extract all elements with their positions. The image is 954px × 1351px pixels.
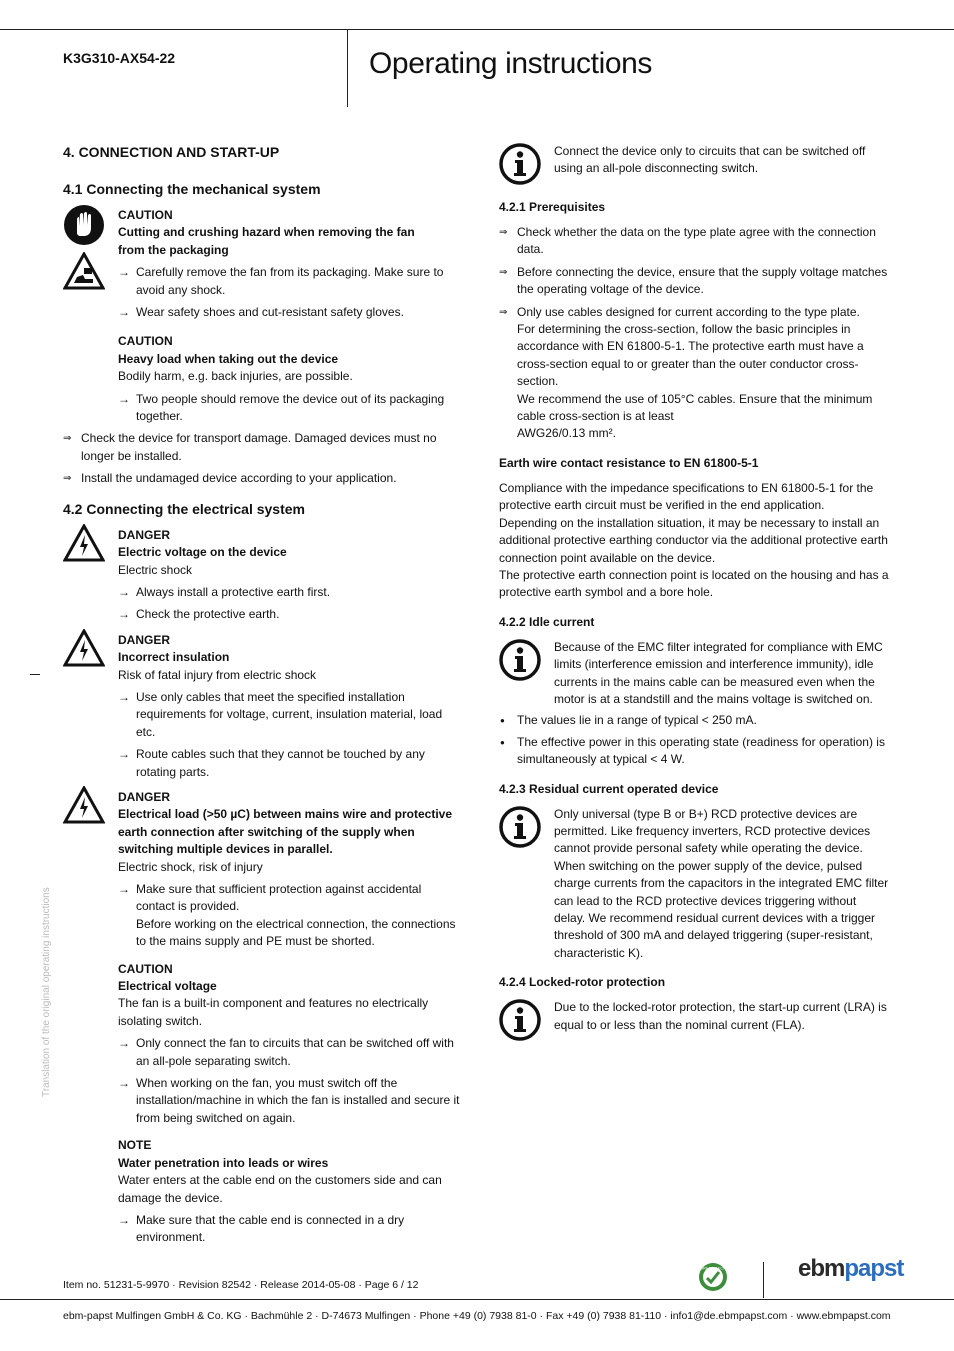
warning-label: DANGER bbox=[118, 632, 171, 647]
top-rule bbox=[0, 29, 954, 30]
warning-text: Electric shock, risk of injury bbox=[118, 859, 263, 874]
brand-papst: papst bbox=[844, 1255, 904, 1282]
model-number: K3G310-AX54-22 bbox=[63, 50, 176, 66]
warning-text: Bodily harm, e.g. back injuries, are possible. bbox=[118, 369, 353, 384]
footer-divider bbox=[763, 1262, 764, 1298]
high-voltage-icon bbox=[63, 629, 105, 667]
danger-block bbox=[63, 527, 463, 624]
info-text: Because of the EMC filter integrated for compliance with EMC limits (interference emission and interference immunity), idle currents in the mains cable can be measured even when the motor is at a standstill and the mains voltage is switched on. bbox=[554, 639, 883, 706]
warning-label: CAUTION bbox=[118, 208, 173, 222]
info-icon bbox=[499, 143, 541, 185]
warning-headline: Incorrect insulation bbox=[118, 650, 230, 665]
warning-headline: Electrical voltage bbox=[118, 979, 217, 994]
instruction: → Carefully remove the fan from its packaging. Make sure to avoid any shock. bbox=[118, 264, 463, 299]
instruction: → Route cables such that they cannot be touched by any rotating parts. bbox=[118, 746, 463, 781]
instruction-continued: Before working on the electrical connection, the connections to the mains supply and PE must be shorted. bbox=[136, 916, 456, 949]
subsection-heading: 4.2.3 Residual current operated device bbox=[499, 781, 719, 796]
instruction: → Make sure that the cable end is connected in a dry environment. bbox=[118, 1212, 463, 1247]
info-icon bbox=[499, 639, 541, 681]
instruction: → Check the protective earth. bbox=[118, 606, 463, 623]
subsection-heading: 4.2.1 Prerequisites bbox=[499, 200, 606, 214]
side-note: Translation of the original operating instructions bbox=[41, 887, 52, 1097]
warning-label: DANGER bbox=[118, 789, 171, 804]
subsection-heading: 4.2 Connecting the electrical system bbox=[63, 500, 305, 517]
warning-text: Electric shock bbox=[118, 562, 193, 577]
info-block bbox=[499, 806, 889, 963]
warning-headline: Cutting and crushing hazard when removing the fan from the packaging bbox=[118, 225, 415, 257]
warning-label: DANGER bbox=[118, 527, 171, 542]
instruction: → Two people should remove the device out of its packaging together. bbox=[118, 391, 463, 426]
footer-address: ebm-papst Mulfingen GmbH & Co. KG · Bachmühle 2 · D-74673 Mulfingen · Phone +49 (0) 7938 81-0 · Fax +49 (0) 7938 81-110 · info1@de.ebmpapst.com · www.ebmpapst.com bbox=[63, 1310, 891, 1322]
danger-block bbox=[63, 632, 463, 781]
note-headline: Water penetration into leads or wires bbox=[118, 1155, 329, 1170]
info-text: Connect the device only to circuits that can be switched off using an all-pole disconnecting switch. bbox=[554, 144, 866, 176]
warning-text: Risk of fatal injury from electric shock bbox=[118, 667, 317, 682]
warning-text: The fan is a built-in component and features no electrically isolating switch. bbox=[118, 996, 429, 1028]
bullet-continued: AWG26/0.13 mm². bbox=[517, 426, 616, 441]
bullet: ● The values lie in a range of typical < 250 mA. bbox=[499, 712, 889, 729]
info-text: Only universal (type B or B+) RCD protective devices are permitted. Like frequency inverters, RCD protective devices cannot provide personal safety while operating the device. When switching on the power supply of the device, pulsed charge currents from the capacitors in the integrated EMC filter can lead to the RCD protective devices triggering without delay. We recommend residual current devices with a trigger threshold of 300 mA and delayed triggering (super-resistant, characteristic K). bbox=[554, 806, 889, 960]
instruction: → When working on the fan, you must switch off the installation/machine in which the fan is installed and secure it from being switched on again. bbox=[118, 1075, 463, 1127]
warning-headline: Heavy load when taking out the device bbox=[118, 351, 339, 366]
page-title: Operating instructions bbox=[369, 47, 653, 80]
footer-item-info: Item no. 51231-5-9970 · Revision 82542 · Release 2014-05-08 · Page 6 / 12 bbox=[63, 1279, 419, 1291]
footer-rule bbox=[0, 1299, 954, 1300]
subsection-heading: 4.2.2 Idle current bbox=[499, 614, 595, 629]
note-text: Water enters at the cable end on the customers side and can damage the device. bbox=[118, 1173, 442, 1205]
bullet: ⇒ Check whether the data on the type plate agree with the connection data. bbox=[499, 224, 889, 259]
high-voltage-icon bbox=[63, 524, 105, 562]
instruction: → Use only cables that meet the specified installation requirements for voltage, current, insulation material, load etc. bbox=[118, 689, 463, 741]
info-text: Due to the locked-rotor protection, the start-up current (LRA) is equal to or less than the nominal current (FLA). bbox=[554, 1000, 887, 1032]
instruction: → Only connect the fan to circuits that can be switched off with an all-pole separating switch. bbox=[118, 1035, 463, 1070]
note-label: NOTE bbox=[118, 1138, 152, 1153]
bullet: ● The effective power in this operating state (readiness for operation) is simultaneously at typical < 4 W. bbox=[499, 734, 889, 769]
warning-headline: Electrical load (>50 µC) between mains wire and protective earth connection after switching of the supply when switching multiple devices in parallel. bbox=[118, 807, 453, 857]
section-heading: 4. CONNECTION AND START-UP bbox=[63, 144, 280, 160]
info-block bbox=[499, 999, 889, 1034]
ebmpapst-logo bbox=[798, 1255, 904, 1282]
margin-tick bbox=[30, 674, 40, 675]
subsection-heading: Earth wire contact resistance to EN 61800-5-1 bbox=[499, 455, 759, 470]
header-divider bbox=[347, 29, 348, 107]
brand-ebm: ebm bbox=[798, 1255, 845, 1282]
warning-block bbox=[63, 207, 463, 425]
danger-block bbox=[63, 789, 463, 1247]
right-column bbox=[499, 143, 889, 1034]
gloves-icon bbox=[63, 204, 105, 246]
high-voltage-icon bbox=[63, 786, 105, 824]
info-block bbox=[499, 639, 889, 709]
info-icon bbox=[499, 999, 541, 1041]
bullet: ⇒ Check the device for transport damage. Damaged devices must no longer be installed. bbox=[63, 430, 463, 465]
instruction: → Always install a protective earth first. bbox=[118, 584, 463, 601]
subsection-heading: 4.2.4 Locked-rotor protection bbox=[499, 975, 666, 990]
bullet-continued: For determining the cross-section, follow the basic principles in accordance with EN 61800-5-1. The protective earth must have a cross-section equal to or greater than the outer conductor cross-section. bbox=[517, 322, 864, 389]
bullet-continued: We recommend the use of 105°C cables. Ensure that the minimum cable cross-section is at least bbox=[517, 391, 873, 424]
green-tech-logo bbox=[698, 1262, 728, 1292]
info-block bbox=[499, 143, 889, 189]
subsection-heading: 4.1 Connecting the mechanical system bbox=[63, 181, 321, 197]
paragraph: Depending on the installation situation, it may be necessary to install an additional protective earthing conductor via the additional protective earth connection point available on the device. bbox=[499, 515, 888, 565]
left-column bbox=[63, 143, 463, 1247]
bullet: ⇒ Before connecting the device, ensure that the supply voltage matches the operating voltage of the device. bbox=[499, 264, 889, 299]
bullet: ⇒ Only use cables designed for current according to the type plate. bbox=[499, 304, 889, 321]
info-icon bbox=[499, 806, 541, 848]
paragraph: Compliance with the impedance specifications to EN 61800-5-1 for the protective earth circuit must be verified in the end application. bbox=[499, 480, 874, 513]
warning-label: CAUTION bbox=[118, 961, 173, 976]
green-tech-label: GREEN TECH bbox=[699, 1265, 727, 1271]
warning-headline: Electric voltage on the device bbox=[118, 545, 287, 560]
bullet: ⇒ Install the undamaged device according to your application. bbox=[63, 470, 463, 487]
crushing-hazard-icon bbox=[63, 252, 105, 290]
warning-label: CAUTION bbox=[118, 334, 173, 349]
instruction: → Wear safety shoes and cut-resistant safety gloves. bbox=[118, 304, 463, 321]
instruction: → Make sure that sufficient protection against accidental contact is provided. bbox=[118, 881, 463, 916]
paragraph: The protective earth connection point is located on the housing and has a protective earth symbol and a bore hole. bbox=[499, 567, 889, 600]
